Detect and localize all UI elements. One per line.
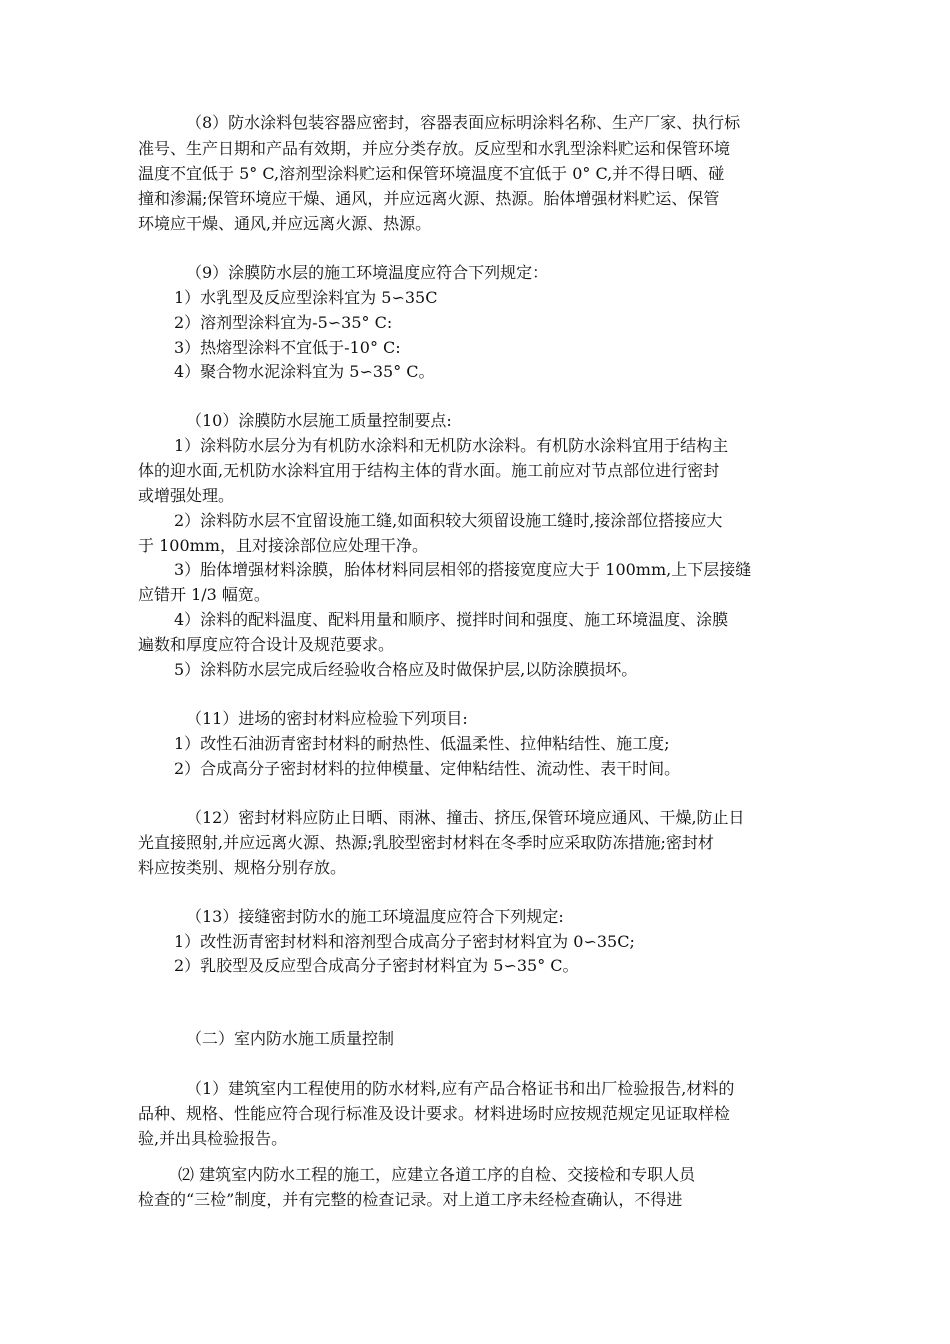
paragraph-9-item-4: 4）聚合物水泥涂料宜为 5∽35° C。 — [174, 362, 435, 381]
paragraph-11-item-1: 1）改性石油沥青密封材料的耐热性、低温柔性、拉伸粘结性、施工度; — [174, 734, 670, 753]
paragraph-11-heading: （11）进场的密封材料应检验下列项目: — [186, 709, 468, 728]
paragraph-8-line-2: 准号、生产日期和产品有效期，并应分类存放。反应型和水乳型涂料贮运和保管环境 — [138, 139, 731, 158]
indoor-paragraph-2-line-1: ⑵ 建筑室内防水工程的施工，应建立各道工序的自检、交接检和专职人员 — [178, 1165, 696, 1184]
indoor-paragraph-2-line-2: 检查的“三检”制度，并有完整的检查记录。对上道工序未经检查确认，不得进 — [138, 1190, 683, 1209]
paragraph-10-item-5: 5）涂料防水层完成后经验收合格应及时做保护层,以防涂膜损坏。 — [174, 660, 638, 679]
paragraph-8-line-1: （8）防水涂料包装容器应密封，容器表面应标明涂料名称、生产厂家、执行标 — [186, 113, 741, 132]
paragraph-12-line-1: （12）密封材料应防止日晒、雨淋、撞击、挤压,保管环境应通风、干燥,防止日 — [186, 808, 745, 827]
indoor-paragraph-1-line-3: 验,并出具检验报告。 — [138, 1129, 288, 1148]
paragraph-10-item-1-line-2: 体的迎水面,无机防水涂料宜用于结构主体的背水面。施工前应对节点部位进行密封 — [138, 461, 720, 480]
paragraph-10-heading: （10）涂膜防水层施工质量控制要点: — [186, 411, 452, 430]
paragraph-9-item-3: 3）热熔型涂料不宜低于-10° C: — [174, 338, 401, 357]
paragraph-8-line-3: 温度不宜低于 5° C,溶剂型涂料贮运和保管环境温度不宜低于 0° C,并不得日晒、碰 — [138, 164, 725, 183]
indoor-paragraph-1-line-2: 品种、规格、性能应符合现行标准及设计要求。材料进场时应按规范规定见证取样检 — [138, 1104, 731, 1123]
paragraph-12-line-2: 光直接照射,并应远离火源、热源;乳胶型密封材料在冬季时应采取防冻措施;密封材 — [138, 833, 714, 852]
paragraph-10-item-2-line-1: 2）涂料防水层不宜留设施工缝,如面积较大须留设施工缝时,接涂部位搭接应大 — [174, 511, 723, 530]
paragraph-13-item-1: 1）改性沥青密封材料和溶剂型合成高分子密封材料宜为 0∽35C; — [174, 932, 635, 951]
paragraph-11-item-2: 2）合成高分子密封材料的拉伸模量、定伸粘结性、流动性、表干时间。 — [174, 759, 681, 778]
paragraph-9-heading: （9）涂膜防水层的施工环境温度应符合下列规定： — [186, 263, 549, 282]
indoor-paragraph-1-line-1: （1）建筑室内工程使用的防水材料,应有产品合格证书和出厂检验报告,材料的 — [186, 1079, 735, 1098]
paragraph-8-line-4: 撞和渗漏;保管环境应干燥、通风，并应远离火源、热源。胎体增强材料贮运、保管 — [138, 189, 720, 208]
paragraph-10-item-1-line-3: 或增强处理。 — [138, 486, 235, 505]
paragraph-10-item-3-line-2: 应错开 1/3 幅宽。 — [138, 585, 270, 604]
paragraph-8-line-5: 环境应干燥、通风,并应远离火源、热源。 — [138, 214, 432, 233]
paragraph-10-item-4-line-1: 4）涂料的配料温度、配料用量和顺序、搅拌时间和强度、施工环境温度、涂膜 — [174, 610, 729, 629]
paragraph-10-item-2-line-2: 于 100mm，且对接涂部位应处理干净。 — [138, 536, 428, 555]
paragraph-13-item-2: 2）乳胶型及反应型合成高分子密封材料宜为 5∽35° C。 — [174, 956, 579, 975]
paragraph-10-item-1-line-1: 1）涂料防水层分为有机防水涂料和无机防水涂料。有机防水涂料宜用于结构主 — [174, 436, 729, 455]
paragraph-12-line-3: 料应按类别、规格分别存放。 — [138, 858, 347, 877]
paragraph-9-item-1: 1）水乳型及反应型涂料宜为 5∽35C — [174, 288, 438, 307]
paragraph-10-item-3-line-1: 3）胎体增强材料涂膜，胎体材料同层相邻的搭接宽度应大于 100mm,上下层接缝 — [174, 560, 752, 579]
paragraph-9-item-2: 2）溶剂型涂料宜为-5∽35° C: — [174, 313, 393, 332]
paragraph-10-item-4-line-2: 遍数和厚度应符合设计及规范要求。 — [138, 635, 395, 654]
paragraph-13-heading: （13）接缝密封防水的施工环境温度应符合下列规定: — [186, 907, 564, 926]
section-heading-indoor-waterproofing: （二）室内防水施工质量控制 — [186, 1029, 395, 1048]
